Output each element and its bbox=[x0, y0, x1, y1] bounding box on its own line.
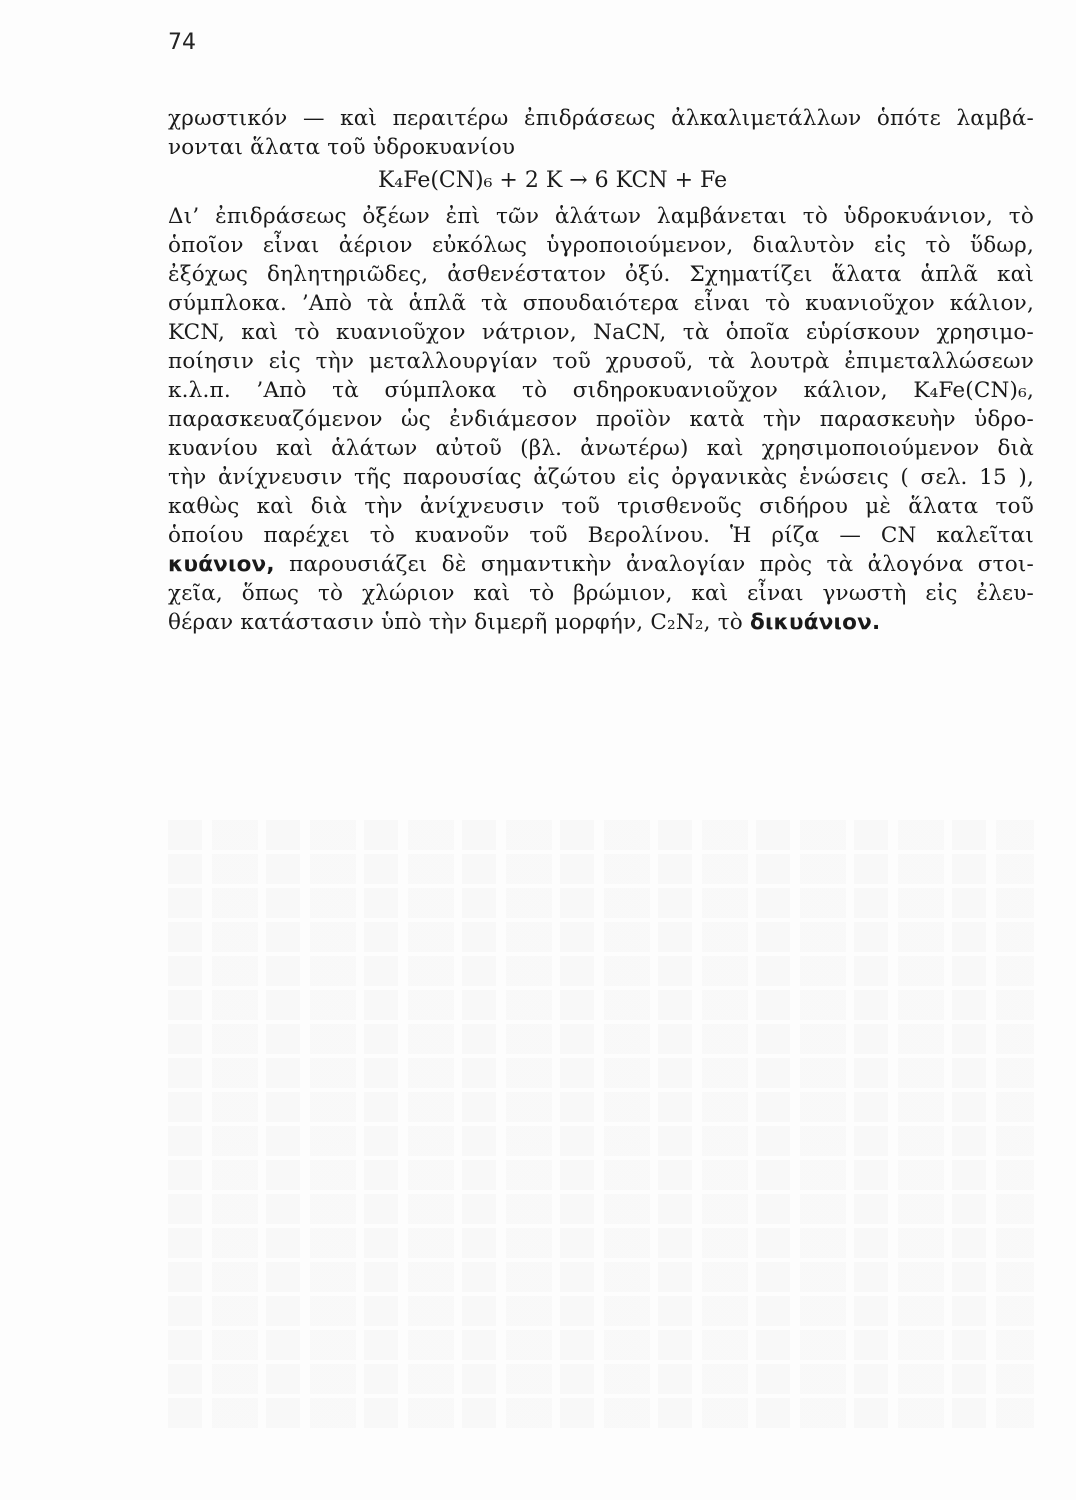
bleed-row bbox=[168, 1092, 1034, 1122]
bleed-row bbox=[168, 990, 1034, 1020]
bleed-row bbox=[168, 1126, 1034, 1156]
bleed-row bbox=[168, 1160, 1034, 1190]
bleed-row bbox=[168, 922, 1034, 952]
text-line: ποίησιν εἰς τὴν μεταλλουργίαν τοῦ χρυσοῦ, τὰ λουτρὰ ἐπιμεταλλώσεων bbox=[168, 349, 1034, 374]
bleed-row bbox=[168, 1194, 1034, 1224]
text-line: ὁποῖον εἶναι ἀέριον εὐκόλως ὑγροποιούμενον, διαλυτὸν εἰς τὸ ὕδωρ, bbox=[168, 233, 1034, 258]
bleed-row bbox=[168, 888, 1034, 918]
text-line-with-bold-term bbox=[168, 550, 1034, 579]
chemical-equation: K₄Fe(CN)₆ + 2 K → 6 KCN + Fe bbox=[378, 168, 728, 193]
page-number: 74 bbox=[168, 30, 196, 55]
bleed-row bbox=[168, 1262, 1034, 1292]
bleed-row bbox=[168, 1398, 1034, 1428]
text-line: Δι’ ἐπιδράσεως ὀξέων ἐπὶ τῶν ἁλάτων λαμβάνεται τὸ ὑδροκυάνιον, τὸ bbox=[168, 204, 1034, 229]
text-line-final bbox=[168, 608, 1034, 637]
bleed-row bbox=[168, 1364, 1034, 1394]
text-line: ἐξόχως δηλητηριῶδες, ἀσθενέστατον ὀξύ. Σχηματίζει ἅλατα ἁπλᾶ καὶ bbox=[168, 262, 1034, 287]
reverse-side-bleed-through bbox=[168, 820, 1034, 1432]
text-line: τὴν ἀνίχνευσιν τῆς παρουσίας ἀζώτου εἰς ὀργανικὰς ἑνώσεις ( σελ. 15 ), bbox=[168, 465, 1034, 490]
text-line: ὁποίου παρέχει τὸ κυανοῦν τοῦ Βερολίνου. Ἡ ρίζα — CN καλεῖται bbox=[168, 523, 1034, 548]
bleed-row bbox=[168, 1228, 1034, 1258]
bleed-row bbox=[168, 1330, 1034, 1360]
text-line: νονται ἅλατα τοῦ ὑδροκυανίου bbox=[168, 135, 516, 160]
bleed-row bbox=[168, 820, 1034, 850]
text-line: παρασκευαζόμενον ὡς ἐνδιάμεσον προϊὸν κατὰ τὴν παρασκευὴν ὑδρο- bbox=[168, 407, 1034, 432]
bold-term-cyanogen: κυάνιον, bbox=[168, 552, 275, 577]
text-line: χρωστικόν — καὶ περαιτέρω ἐπιδράσεως ἀλκαλιμετάλλων ὁπότε λαμβά- bbox=[168, 106, 1034, 131]
text-span: θέραν κατάστασιν ὑπὸ τὴν διμερῆ μορφήν, C₂N₂, τὸ bbox=[168, 610, 750, 635]
text-line: καθὼς καὶ διὰ τὴν ἀνίχνευσιν τοῦ τρισθενοῦς σιδήρου μὲ ἅλατα τοῦ bbox=[168, 494, 1034, 519]
text-line: σύμπλοκα. ’Απὸ τὰ ἁπλᾶ τὰ σπουδαιότερα εἶναι τὸ κυανιοῦχον κάλιον, bbox=[168, 291, 1034, 316]
body-text bbox=[168, 104, 1034, 637]
text-line: κυανίου καὶ ἁλάτων αὐτοῦ (βλ. ἀνωτέρω) καὶ χρησιμοποιούμενον διὰ bbox=[168, 436, 1034, 461]
text-line: KCN, καὶ τὸ κυανιοῦχον νάτριον, NaCN, τὰ ὁποῖα εὑρίσκουν χρησιμο- bbox=[168, 320, 1034, 345]
bleed-row bbox=[168, 1296, 1034, 1326]
text-line: χεῖα, ὅπως τὸ χλώριον καὶ τὸ βρώμιον, καὶ εἶναι γνωστὴ εἰς ἐλευ- bbox=[168, 581, 1034, 606]
bleed-row bbox=[168, 1024, 1034, 1054]
text-line: κ.λ.π. ’Απὸ τὰ σύμπλοκα τὸ σιδηροκυανιοῦχον κάλιον, K₄Fe(CN)₆, bbox=[168, 378, 1034, 403]
bleed-row bbox=[168, 1058, 1034, 1088]
bleed-row bbox=[168, 854, 1034, 884]
bleed-row bbox=[168, 956, 1034, 986]
bold-term-dicyanogen: δικυάνιον. bbox=[750, 610, 881, 635]
text-span: παρουσιάζει δὲ σημαντικὴν ἀναλογίαν πρὸς τὰ ἀλογόνα στοι- bbox=[274, 552, 1034, 577]
